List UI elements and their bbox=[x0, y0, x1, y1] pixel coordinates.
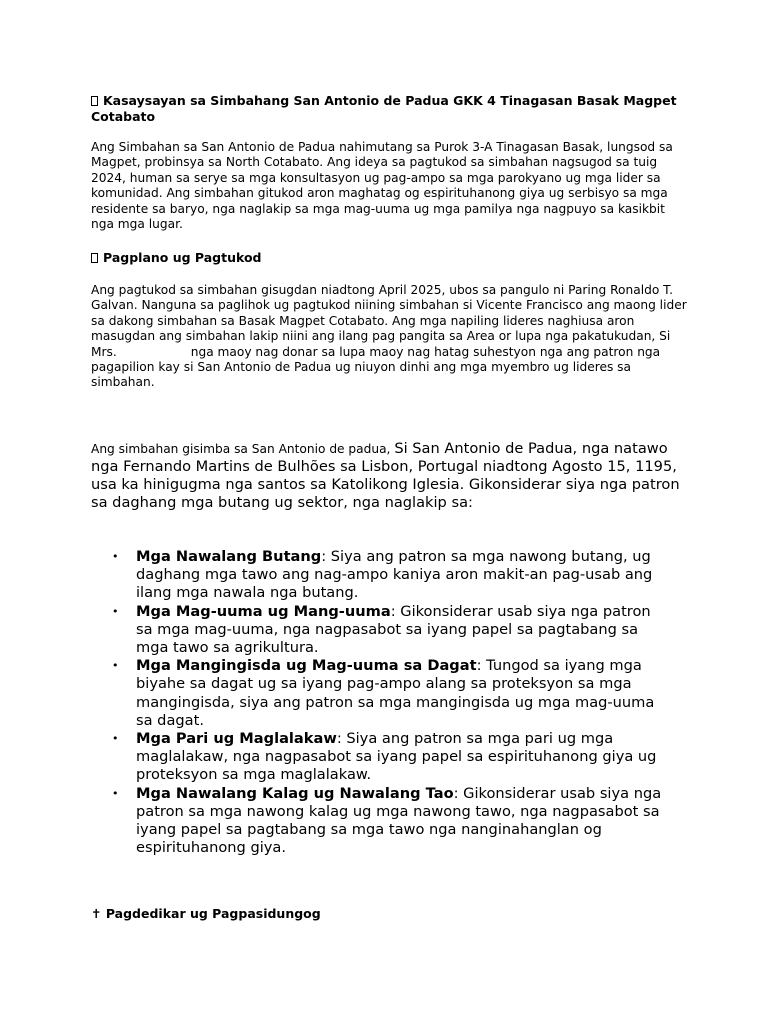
section-heading-text: Pagplano ug Pagtukod bbox=[103, 250, 262, 265]
missing-glyph-box-icon bbox=[91, 253, 98, 263]
list-item-title: Mga Mangingisda ug Mag-uuma sa Dagat bbox=[136, 657, 477, 675]
bullet-icon: • bbox=[112, 786, 119, 800]
bullet-icon: • bbox=[112, 732, 119, 746]
list-item-text: : Siya ang patron sa mga nawong butang, ug daghang mga tawo ang nag-ampo kaniya aron makit-an pag-usab ang ilang mga nawala nga butang. bbox=[136, 548, 653, 602]
planning-paragraph-part-b: nga maoy nag donar sa lupa maoy nag hatag suhestyon nga ang patron nga pagapilion kay si San Antonio de Padua ug niuyon dinhi ang mga myembro ug lideres sa simbahan. bbox=[91, 344, 661, 390]
history-paragraph: Ang Simbahan sa San Antonio de Padua nahimutang sa Purok 3-A Tinagasan Basak, lungsod sa Magpet, probinsya sa North Cotabato. Ang ideya sa pagtukod sa simbahan nagsugod sa tuig 2024, human sa serye sa mga konsultasyon ug pag-ampo sa mga parokyano ug mga lider sa komunidad. Ang simbahan gitukod aron maghatag og espirituhanong giya ug serbisyo sa mga residente sa baryo, nga naglakip sa mga mag-uuma ug mga pamilya nga nagpuyo sa kasikbit nga mga lugar. bbox=[91, 140, 673, 232]
section-patron bbox=[91, 440, 691, 512]
list-item-title: Mga Mag-uuma ug Mang-uuma bbox=[136, 602, 391, 620]
bullet-icon: • bbox=[112, 604, 119, 618]
list-item-text: : Gikonsiderar usab siya nga patron sa mga mag-uuma, nga nagpasabot sa iyang papel sa pagtabang sa mga tawo sa agrikultura. bbox=[136, 602, 651, 657]
cross-icon: ✝ bbox=[91, 906, 102, 921]
planning-paragraph bbox=[91, 283, 691, 391]
patron-intro bbox=[91, 440, 691, 512]
patron-intro-small: Ang simbahan gisimba sa San Antonio de padua, bbox=[91, 442, 395, 456]
section-heading-text: Pagdedikar ug Pagpasidungog bbox=[105, 906, 321, 921]
list-item-title: Mga Nawalang Butang bbox=[136, 548, 322, 565]
section-heading bbox=[91, 93, 691, 125]
list-item bbox=[110, 603, 670, 658]
list-item bbox=[110, 730, 670, 785]
list-item-text: : Gikonsiderar usab siya nga patron sa mga nawong kalag ug mga nawong tawo, nga nagpasabot sa iyang papel sa pagtabang sa mga tawo nga nanginahanglan og espirituhanong giya. bbox=[136, 784, 662, 857]
section-heading bbox=[91, 906, 691, 922]
missing-glyph-box-icon bbox=[91, 96, 98, 106]
list-item-text: : Siya ang patron sa mga pari ug mga maglalakaw, nga nagpasabot sa iyang papel sa espirituhanong giya ug proteksyon sa mga maglalakaw. bbox=[136, 730, 657, 784]
planning-paragraph-part-a: Ang pagtukod sa simbahan gisugdan niadtong April 2025, ubos sa pangulo ni Paring Ronaldo T. Galvan. Nanguna sa paglihok ug pagtukod niining simbahan si Vicente Francisco ang maong lider sa dakong simbahan sa Basak Magpet Cotabato. Ang mga napiling lideres naghiusa aron masugdan ang simbahan lakip niini ang ilang pag pangita sa Area or lupa nga pakatukudan, Si Mrs. bbox=[91, 283, 687, 359]
list-item bbox=[110, 548, 670, 603]
bullet-icon: • bbox=[112, 659, 119, 673]
list-item bbox=[110, 657, 670, 730]
patron-list bbox=[110, 548, 670, 857]
list-item-text: : Tungod sa iyang mga biyahe sa dagat ug sa iyang pag-ampo alang sa proteksyon sa mga mangingisda, siya ang patron sa mga mangingisda ug mga mag-uuma sa dagat. bbox=[136, 657, 655, 729]
section-history bbox=[91, 93, 691, 232]
section-dedication bbox=[91, 906, 691, 922]
list-item-title: Mga Nawalang Kalag ug Nawalang Tao bbox=[136, 784, 454, 802]
section-heading bbox=[91, 250, 691, 266]
patron-intro-large: Si San Antonio de Padua, nga natawo nga Fernando Martins de Bulhões sa Lisbon, Portugal niadtong Agosto 15, 1195, usa ka hinigugma nga santos sa Katolikong Iglesia. Gikonsiderar siya nga patron sa daghang mga butang ug sektor, nga naglakip sa: bbox=[91, 440, 680, 511]
list-item bbox=[110, 785, 670, 858]
list-item-title: Mga Pari ug Maglalakaw bbox=[136, 730, 337, 748]
section-heading-text: Kasaysayan sa Simbahang San Antonio de Padua GKK 4 Tinagasan Basak Magpet Cotabato bbox=[91, 93, 677, 124]
section-planning bbox=[91, 250, 691, 391]
bullet-icon: • bbox=[112, 550, 119, 563]
